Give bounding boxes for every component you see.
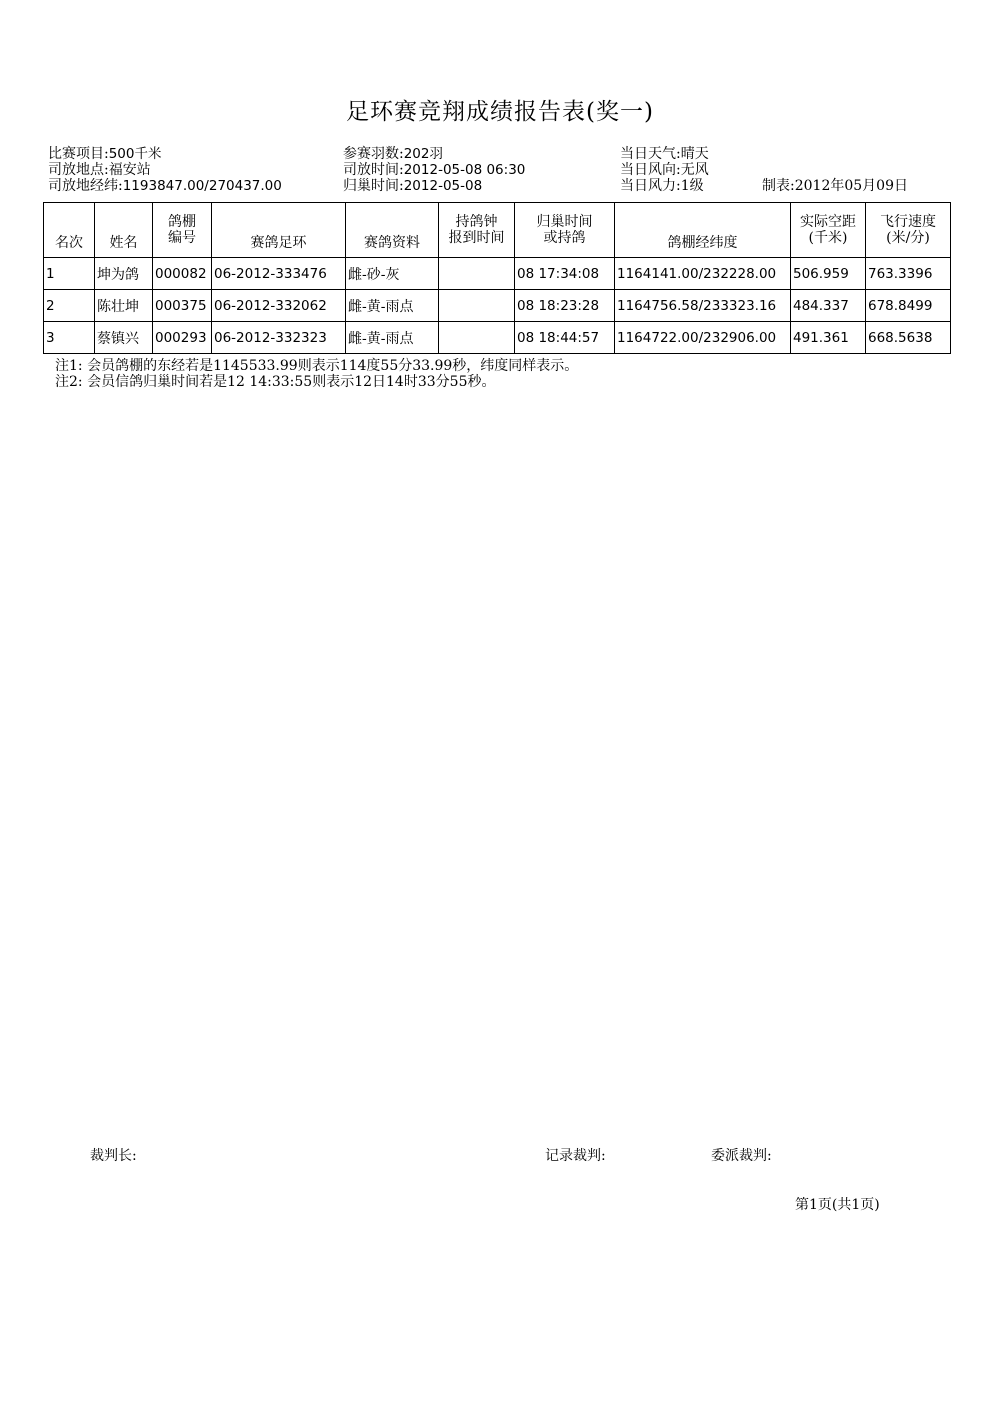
header-distance: 实际空距 (千米) (791, 203, 866, 258)
cell-ring: 06-2012-333476 (212, 258, 346, 290)
cell-ring: 06-2012-332323 (212, 322, 346, 354)
cell-arrival-time: 08 18:23:28 (515, 290, 615, 322)
cell-speed: 668.5638 (866, 322, 951, 354)
header-arrival-time: 归巢时间 或持鸽 (515, 203, 615, 258)
note-2: 注2: 会员信鸽归巢时间若是12 14:33:55则表示12日14时33分55秒。 (55, 374, 496, 390)
cell-name: 蔡镇兴 (95, 322, 153, 354)
chief-referee-label: 裁判长: (90, 1148, 137, 1164)
cell-speed: 678.8499 (866, 290, 951, 322)
recording-referee-label: 记录裁判: (545, 1148, 606, 1164)
cell-speed: 763.3396 (866, 258, 951, 290)
header-clock-time: 持鸽钟 报到时间 (439, 203, 515, 258)
info-item: 比赛项目:500千米 (48, 146, 162, 162)
header-coordinates: 鸽棚经纬度 (615, 203, 791, 258)
info-col-1 (48, 146, 282, 194)
cell-bird-info: 雌-砂-灰 (346, 258, 439, 290)
notes (55, 358, 578, 390)
table-row (44, 322, 951, 354)
cell-ring: 06-2012-332062 (212, 290, 346, 322)
cell-loft-no: 000293 (153, 322, 212, 354)
cell-coordinates: 1164141.00/232228.00 (615, 258, 791, 290)
info-col-2 (343, 146, 525, 194)
results-table (43, 202, 951, 354)
cell-clock-time (439, 322, 515, 354)
header-loft-no: 鸽棚 编号 (153, 203, 212, 258)
made-date: 制表:2012年05月09日 (762, 178, 908, 194)
page-number: 第1页(共1页) (795, 1197, 880, 1213)
cell-coordinates: 1164722.00/232906.00 (615, 322, 791, 354)
cell-rank: 3 (44, 322, 95, 354)
header-ring: 赛鸽足环 (212, 203, 346, 258)
table-row (44, 290, 951, 322)
cell-arrival-time: 08 17:34:08 (515, 258, 615, 290)
header-speed: 飞行速度 (米/分) (866, 203, 951, 258)
header-bird-info: 赛鸽资料 (346, 203, 439, 258)
info-item: 司放地点:福安站 (48, 162, 151, 178)
info-item: 当日风向:无风 (620, 162, 709, 178)
info-item: 司放地经纬:1193847.00/270437.00 (48, 178, 282, 194)
info-item: 归巢时间:2012-05-08 (343, 178, 483, 194)
cell-bird-info: 雌-黄-雨点 (346, 290, 439, 322)
cell-clock-time (439, 258, 515, 290)
header-rank: 名次 (44, 203, 95, 258)
cell-loft-no: 000375 (153, 290, 212, 322)
cell-arrival-time: 08 18:44:57 (515, 322, 615, 354)
info-item: 当日天气:晴天 (620, 146, 709, 162)
table-row (44, 258, 951, 290)
cell-loft-no: 000082 (153, 258, 212, 290)
cell-distance: 506.959 (791, 258, 866, 290)
header-name: 姓名 (95, 203, 153, 258)
note-1: 注1: 会员鸽棚的东经若是1145533.99则表示114度55分33.99秒，纬度同样表示。 (55, 358, 579, 374)
info-col-3 (620, 146, 709, 194)
info-item: 参赛羽数:202羽 (343, 146, 443, 162)
report-title: 足环赛竞翔成绩报告表(奖一) (346, 99, 654, 125)
cell-bird-info: 雌-黄-雨点 (346, 322, 439, 354)
info-item: 当日风力:1级 (620, 178, 704, 194)
delegated-referee-label: 委派裁判: (711, 1148, 772, 1164)
cell-coordinates: 1164756.58/233323.16 (615, 290, 791, 322)
cell-clock-time (439, 290, 515, 322)
cell-distance: 484.337 (791, 290, 866, 322)
table-header-row (44, 203, 951, 258)
cell-name: 陈壮坤 (95, 290, 153, 322)
cell-distance: 491.361 (791, 322, 866, 354)
cell-rank: 1 (44, 258, 95, 290)
cell-rank: 2 (44, 290, 95, 322)
info-item: 司放时间:2012-05-08 06:30 (343, 162, 526, 178)
cell-name: 坤为鸽 (95, 258, 153, 290)
